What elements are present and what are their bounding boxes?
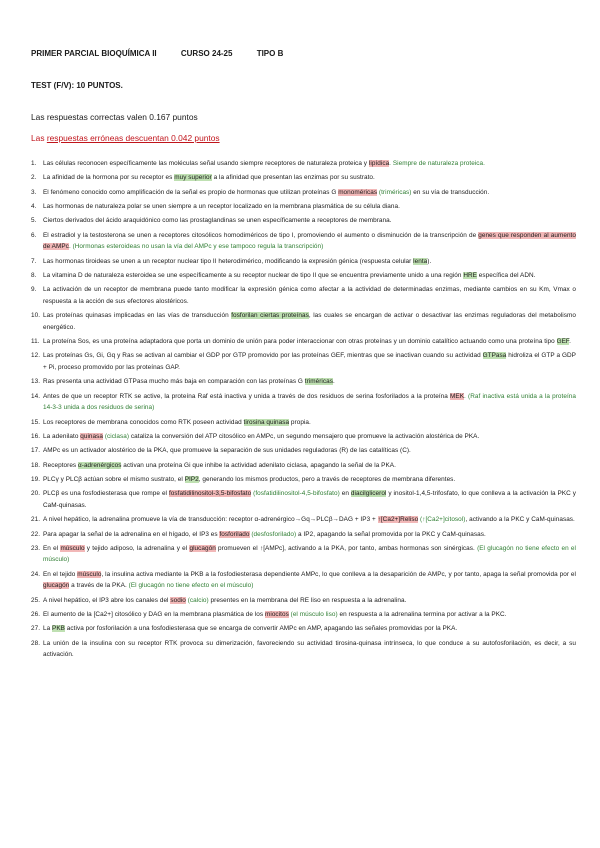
question-item — [31, 201, 576, 213]
incorrect-highlight: músculo — [77, 570, 102, 578]
question-list — [31, 158, 576, 664]
question-item — [31, 543, 576, 566]
incorrect-highlight: lipídica — [368, 160, 390, 167]
question-number: 24. — [31, 570, 41, 578]
incorrect-highlight: genes que responden al aumento de AMPc — [43, 231, 576, 251]
question-text: promueven el ↑[AMPc], activando a la PKA, por tanto, ambas hormonas son sinérgicas. — [215, 544, 478, 552]
question-item — [31, 158, 576, 170]
incorrect-highlight: glucagón — [189, 544, 216, 552]
correct-highlight: triméricas — [304, 378, 333, 386]
question-text: Las hormonas tiroideas se unen a un receptor nuclear tipo II heterodimérico, modificando la expresión génica (respuesta celular — [43, 257, 414, 265]
scoring-wrong — [31, 133, 220, 143]
correct-highlight: lenta — [413, 257, 428, 265]
question-item — [31, 172, 576, 184]
question-item — [31, 376, 576, 388]
question-text: . — [332, 378, 335, 386]
correct-highlight: diacilglicerol — [350, 490, 387, 498]
question-text: a la afinidad que presentan las enzimas por su sustrato. — [211, 174, 375, 182]
question-number: 28. — [31, 639, 41, 647]
question-item — [31, 529, 576, 541]
question-text: Ciertos derivados del ácido araquidónico como las prostaglandinas se unen específicamente a receptores de membrana. — [43, 217, 392, 225]
question-item — [31, 417, 576, 429]
question-text: , activando a la PKC y CaM-quinasas. — [465, 516, 575, 524]
question-text: La unión de la insulina con su receptor RTK provoca su dimerización, favoreciendo su actividad tirosina-quinasa intrínseca, lo que conduce a su autofosforilación, es decir, a su activación. — [43, 639, 576, 659]
correction-note: (el músculo liso) — [288, 610, 338, 618]
question-number: 25. — [31, 596, 41, 604]
scoring-wrong-underlined: respuestas erróneas descuentan 0.042 puntos — [46, 133, 220, 143]
question-item — [31, 488, 576, 511]
question-number: 17. — [31, 447, 41, 455]
course-year: CURSO 24-25 — [180, 49, 233, 58]
correct-highlight: PIP2 — [184, 475, 199, 483]
question-text: hidroliza el GTP a GDP + Pi, proceso promovido por las proteínas GAP. — [43, 352, 576, 371]
correct-highlight: GTPasa — [482, 352, 507, 360]
question-text: y tejido adiposo, la adrenalina y el — [84, 544, 190, 552]
question-text: La afinidad de la hormona por su receptor es — [43, 174, 175, 182]
question-item — [31, 431, 576, 443]
question-text: Las células reconocen específicamente las moléculas señal usando siempre receptores de naturaleza proteica y — [43, 160, 369, 167]
correction-note: (calcio) — [185, 596, 209, 604]
question-number: 11. — [31, 338, 40, 346]
question-item — [31, 460, 576, 472]
question-number: 6. — [31, 231, 37, 239]
question-item — [31, 284, 576, 307]
question-number: 13. — [31, 378, 41, 386]
question-item — [31, 445, 576, 457]
question-text: a través de la PKA. — [69, 582, 129, 590]
question-number: 7. — [31, 257, 37, 265]
question-text: Las proteínas quinasas implicadas en las vías de transducción — [43, 312, 232, 320]
question-item — [31, 256, 576, 268]
incorrect-highlight: fosfatidilinositol-3,5-bifosfato — [168, 490, 252, 498]
question-number: 9. — [31, 286, 37, 294]
incorrect-highlight: glucagón — [43, 582, 70, 590]
question-text: y inositol-1,4,5-trifosfato, lo que conlleva a la activación la PKC y CaM-quinasas. — [43, 490, 576, 509]
question-item — [31, 350, 576, 373]
correction-note: . Siempre de naturaleza proteica. — [389, 160, 485, 167]
question-text: propia. — [289, 418, 311, 426]
question-item — [31, 595, 576, 607]
question-text: cataliza la conversión del ATP citosólico en AMPc, un segundo mensajero que promueve la activación alostérica de PKA. — [129, 432, 480, 440]
question-item — [31, 638, 576, 661]
correct-highlight: PKB — [52, 625, 65, 633]
question-item — [31, 609, 576, 621]
correction-note: (El glucagón no tiene efecto en el músculo) — [128, 582, 254, 590]
question-text: a IP2, apagando la señal promovida por la PKC y CaM-quinasas. — [296, 530, 486, 538]
question-number: 23. — [31, 544, 41, 552]
question-text: La — [43, 625, 53, 633]
question-text: La vitamina D de naturaleza esteroidea se une específicamente a su receptor nuclear de tipo II que se encuentra previamente unido a una región — [43, 271, 464, 279]
question-number: 27. — [31, 625, 41, 633]
question-text: Las proteínas Gs, Gi, Gq y Ras se activan al cambiar el GDP por GTP promovido por las proteínas GEF, mientras que se inactivan cuando su actividad — [43, 352, 483, 360]
question-item — [31, 514, 576, 526]
question-text: , generando los mismos productos, pero a través de receptores de membrana diferentes. — [198, 475, 456, 483]
question-item — [31, 310, 576, 333]
question-text: En el — [43, 544, 61, 552]
correct-highlight: muy superior — [174, 174, 212, 182]
exam-title: PRIMER PARCIAL BIOQUÍMICA II — [31, 49, 157, 58]
question-text: El estradiol y la testosterona se unen a receptores citosólicos homodiméricos de tipo I, promoviendo el aumento o disminución de la transcripción de — [43, 231, 479, 239]
question-item — [31, 230, 576, 253]
test-heading: TEST (F/V): 10 PUNTOS. — [31, 81, 123, 90]
correct-highlight: tirosina quinasa — [243, 418, 290, 426]
correction-note: . (Hormonas esteroideas no usan la vía del AMPc y ese tampoco regula la transcripción) — [68, 243, 324, 251]
question-number: 16. — [31, 432, 41, 440]
question-text: presentes en la membrana del RE liso en respuesta a la adrenalina. — [208, 596, 407, 604]
question-text: En el tejido — [43, 570, 78, 578]
incorrect-highlight: sodio — [170, 596, 186, 604]
correct-highlight: GEF — [556, 338, 570, 346]
question-text: ). — [427, 257, 432, 265]
scoring-correct: Las respuestas correctas valen 0.167 puntos — [31, 112, 198, 122]
question-text: en su vía de transducción. — [411, 188, 490, 196]
question-text: La activación de un receptor de membrana puede tanto modificar la expresión génica como afectar a la actividad de determinadas enzimas, mediante cambios en su Km, Vmax o respuesta a la acción de sus efectores alostéricos. — [43, 286, 576, 305]
question-number: 5. — [31, 217, 37, 225]
question-text: El fenómeno conocido como amplificación de la señal es propio de hormonas que utilizan proteínas G — [43, 188, 339, 196]
question-number: 14. — [31, 392, 41, 400]
question-text: Para apagar la señal de la adrenalina en el hígado, el IP3 es — [43, 530, 220, 538]
question-number: 22. — [31, 530, 41, 538]
question-number: 3. — [31, 188, 37, 196]
question-number: 26. — [31, 610, 41, 618]
incorrect-highlight: miocitos — [264, 610, 289, 618]
question-item — [31, 336, 576, 348]
question-number: 19. — [31, 475, 41, 483]
question-text: A nivel hepático, la adrenalina promueve la vía de transducción: receptor α-adrenérgico→Gq→PLCβ→DAG + IP3 + — [43, 516, 378, 524]
question-text: Receptores — [43, 461, 79, 469]
incorrect-highlight: quinasa — [80, 432, 103, 440]
correction-note: (triméricas) — [377, 188, 412, 196]
question-number: 21. — [31, 516, 41, 524]
question-text: Ras presenta una actividad GTPasa mucho más baja en comparación con las proteínas G — [43, 378, 305, 386]
question-number: 20. — [31, 490, 41, 498]
question-text: , la insulina activa mediante la PKB a la fosfodiesterasa dependiente AMPc, lo que conlleva a la desaparición de AMPc, y por tanto, apaga la señal promovida por el — [101, 570, 577, 578]
exam-header — [31, 49, 305, 58]
question-text: , las cuales se encargan de activar o desactivar las enzimas reguladoras del metabolismo energético. — [43, 312, 576, 331]
incorrect-highlight: fosforilado — [219, 530, 250, 538]
incorrect-highlight: ↑[Ca2+]Reliso — [377, 516, 419, 524]
question-text: A nivel hepático, el IP3 abre los canales del — [43, 596, 171, 604]
question-number: 15. — [31, 418, 41, 426]
question-number: 1. — [31, 160, 37, 167]
incorrect-highlight: MEK — [450, 392, 465, 400]
question-item — [31, 270, 576, 282]
question-text: PLCβ es una fosfodiesterasa que rompe el — [43, 490, 169, 498]
question-item — [31, 623, 576, 635]
correction-note: (ciclasa) — [103, 432, 130, 440]
question-text: . — [569, 338, 571, 346]
question-text: activan una proteína Gi que inhibe la actividad adenilato ciclasa, apagando la señal de la PKA. — [121, 461, 396, 469]
question-text: La proteína Sos, es una proteína adaptadora que porta un dominio de unión para poder interaccionar con otras proteínas y un dominio catalítico actuando como una proteína tipo — [43, 338, 557, 346]
scoring-wrong-prefix: Las — [31, 133, 47, 143]
correction-note: (desfosforilado) — [249, 530, 297, 538]
correction-note: (fosfatidilinositol-4,5-bifosfato) — [251, 490, 340, 498]
question-text: La adenilato — [43, 432, 81, 440]
question-number: 18. — [31, 461, 41, 469]
question-item — [31, 391, 576, 414]
question-text: Las hormonas de naturaleza polar se unen siempre a un receptor localizado en la membrana plasmática de su célula diana. — [43, 203, 400, 211]
correct-highlight: HRE — [463, 271, 477, 279]
question-text: El aumento de la [Ca2+] citosólico y DAG en la membrana plasmática de los — [43, 610, 265, 618]
correct-highlight: α-adrenérgicos — [78, 461, 122, 469]
question-text: en respuesta a la adrenalina termina por activar a la PKC. — [337, 610, 507, 618]
question-text: PLCγ y PLCβ actúan sobre el mismo sustrato, el — [43, 475, 185, 483]
question-number: 2. — [31, 174, 37, 182]
question-text: en — [339, 490, 351, 498]
correction-note: (El glucagón no tiene efecto en el músculo) — [43, 544, 576, 564]
question-number: 4. — [31, 203, 37, 211]
question-item — [31, 215, 576, 227]
correct-highlight: fosforilan ciertas proteínas — [231, 312, 309, 320]
question-text: específica del ADN. — [476, 271, 536, 279]
question-text: AMPc es un activador alostérico de la PKA, que promueve la separación de sus unidades reguladoras (R) de las catalíticas (C). — [43, 447, 411, 455]
question-item — [31, 187, 576, 199]
question-text: Los receptores de membrana conocidos como RTK poseen actividad — [43, 418, 244, 426]
question-number: 10. — [31, 312, 41, 320]
incorrect-highlight: músculo — [60, 544, 85, 552]
correction-note: (↑[Ca2+]citosol) — [418, 516, 466, 524]
correction-note: . (Raf inactiva está unida a la proteína 14-3-3 unida a dos residuos de serina) — [43, 392, 577, 412]
question-item — [31, 569, 576, 592]
question-text: activa por fosforilación a una fosfodiesterasa que se encarga de convertir AMPc en AMP, apagando las señales promovidas por la PKA. — [64, 625, 458, 633]
incorrect-highlight: monoméricas — [338, 188, 378, 196]
question-item — [31, 474, 576, 486]
question-text: Antes de que un receptor RTK se active, la proteína Raf está inactiva y unida a través de dos residuos de serina fosforilados a la proteína — [43, 392, 451, 400]
question-number: 12. — [31, 352, 41, 360]
exam-type: TIPO B — [256, 49, 284, 58]
question-number: 8. — [31, 271, 37, 279]
